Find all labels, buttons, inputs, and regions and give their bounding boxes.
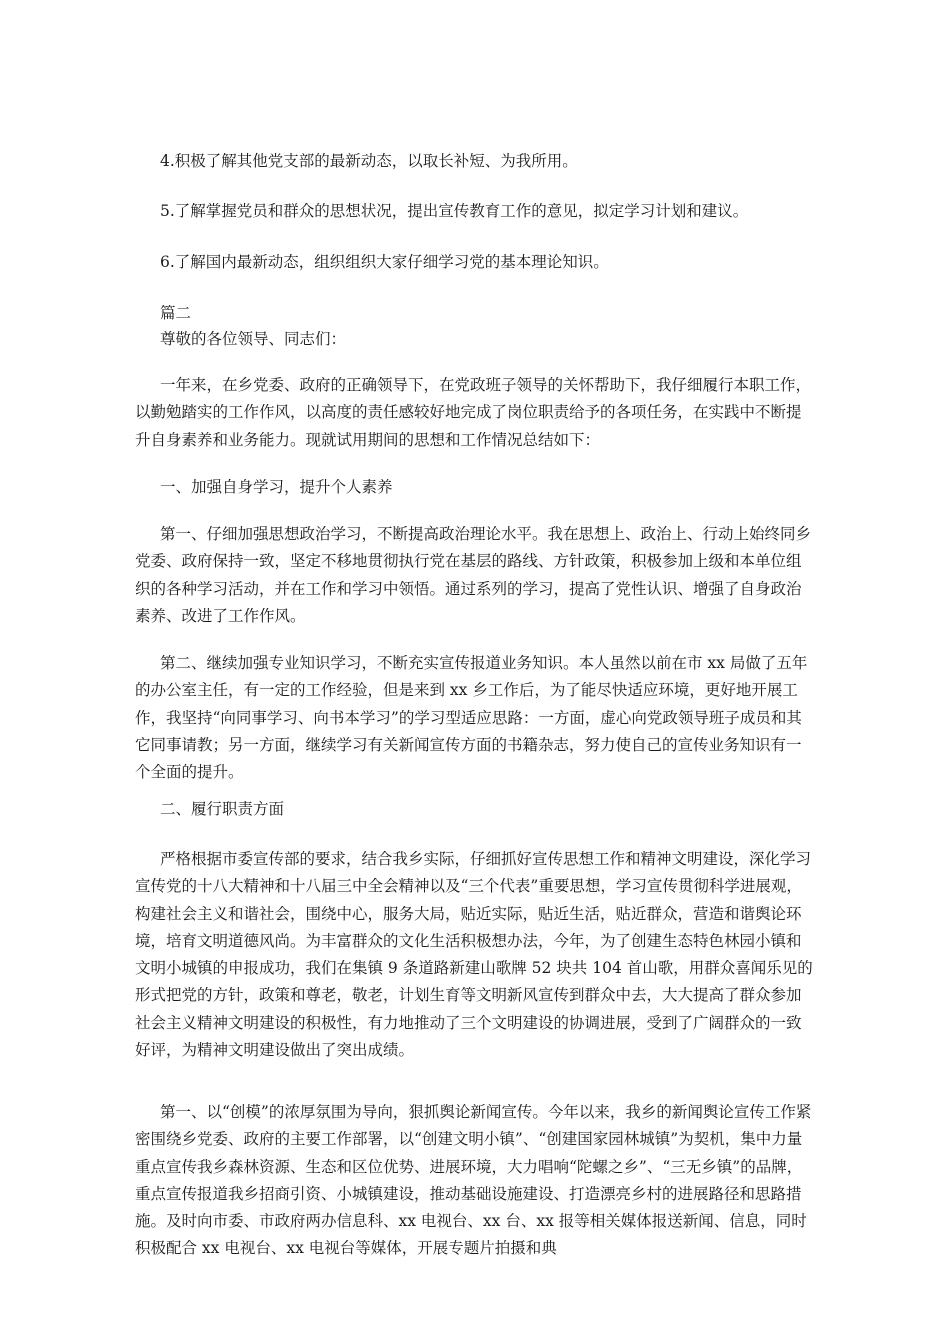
heading-section-1: 一、加强自身学习，提升个人素养 [160,478,393,496]
paragraph-item-6: 6.了解国内最新动态，组织组织大家仔细学习党的基本理论知识。 [160,253,609,271]
section-heading-pian-er: 篇二 [160,304,192,322]
paragraph-duties: 严格根据市委宣传部的要求，结合我乡实际，仔细抓好宣传思想工作和精神文明建设，深化学习宣传党的十八大精神和十八届三中全会精神以及“三个代表”重要思想，学习宣传贯彻科学进展观，构建社会主义和谐社会，围绕中心，服务大局，贴近实际，贴近生活，贴近群众，营造和谐舆论环境，培育文明道德风尚。为丰富群众的文化生活积极想办法，今年，为了创建生态特色林园小镇和文明小城镇的申报成功，我们在集镇 9 条道路新建山歌牌 52 块共 104 首山歌，用群众喜闻乐见的形式把党的方针，政策和尊老，敬老，计划生育等文明新风宣传到群众中去，大大提高了群众参加社会主义精神文明建设的积极性，有力地推动了三个文明建设的协调进展，受到了广阔群众的一致好评，为精神文明建设做出了突出成绩。 [135,850,813,1060]
paragraph-item-5: 5.了解掌握党员和群众的思想状况，提出宣传教育工作的意见，拟定学习计划和建议。 [160,202,749,220]
paragraph-intro: 一年来，在乡党委、政府的正确领导下，在党政班子领导的关怀帮助下，我仔细履行本职工作，以勤勉踏实的工作作风，以高度的责任感较好地完成了岗位职责给予的各项任务，在实践中不断提升自身素养和业务能力。现就试用期间的思想和工作情况总结如下： [135,376,812,449]
paragraph-item-4: 4.积极了解其他党支部的最新动态，以取长补短、为我所用。 [160,152,578,170]
paragraph-study-professional: 第二、继续加强专业知识学习，不断充实宣传报道业务知识。本人虽然以前在市 xx 局做了五年的办公室主任，有一定的工作经验，但是来到 xx 乡工作后，为了能尽快适应环境，更好地开展工作，我坚持“向同事学习、向书本学习”的学习型适应思路：一方面，虚心向党政领导班子成员和其它同事请教；另一方面，继续学习有关新闻宣传方面的书籍杂志，努力使自己的宣传业务知识有一个全面的提升。 [135,654,808,782]
paragraph-publicity: 第一、以“创模”的浓厚氛围为导向，狠抓舆论新闻宣传。今年以来，我乡的新闻舆论宣传工作紧密围绕乡党委、政府的主要工作部署，以“创建文明小镇”、“创建国家园林城镇”为契机，集中力量重点宣传我乡森林资源、生态和区位优势、进展环境，大力唱响“陀螺之乡”、“三无乡镇”的品牌，重点宣传报道我乡招商引资、小城镇建设，推动基础设施建设、打造漂亮乡村的进展路径和思路措施。及时向市委、市政府两办信息科、xx 电视台、xx 台、xx 报等相关媒体报送新闻、信息，同时积极配合 xx 电视台、xx 电视台等媒体，开展专题片拍摄和典 [135,1103,812,1258]
heading-section-2: 二、履行职责方面 [160,800,285,818]
salutation: 尊敬的各位领导、同志们： [160,330,347,348]
paragraph-study-politics: 第一、仔细加强思想政治学习，不断提高政治理论水平。我在思想上、政治上、行动上始终同乡党委、政府保持一致，坚定不移地贯彻执行党在基层的路线、方针政策，积极参加上级和本单位组织的各种学习活动，并在工作和学习中领悟。通过系列的学习，提高了党性认识、增强了自身政治素养、改进了工作作风。 [135,525,812,625]
